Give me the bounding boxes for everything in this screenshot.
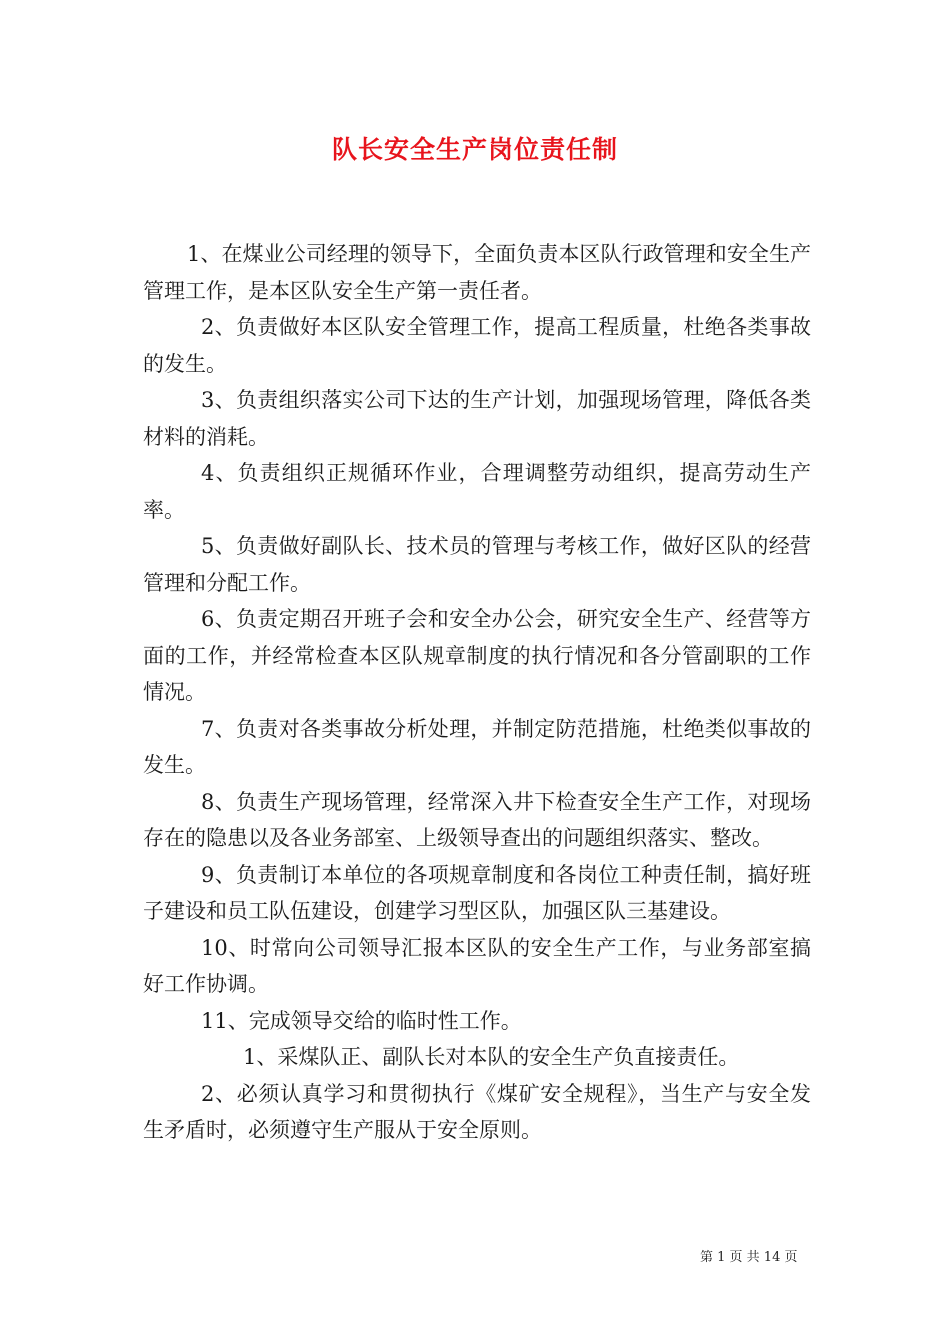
document-title: 队长安全生产岗位责任制 <box>331 135 618 164</box>
clause-1: 1、在煤业公司经理的领导下，全面负责本区队行政管理和安全生产管理工作，是本区队安全生产第一责任者。 <box>143 242 811 303</box>
clause-3: 3、负责组织落实公司下达的生产计划，加强现场管理，降低各类材料的消耗。 <box>143 388 811 449</box>
page-number: 第 1 页 共 14 页 <box>700 1250 798 1265</box>
clause-11: 11、完成领导交给的临时性工作。 <box>201 1008 522 1033</box>
rule-2: 2、必须认真学习和贯彻执行《煤矿安全规程》，当生产与安全发生矛盾时，必须遵守生产服从于安全原则。 <box>143 1081 811 1142</box>
clause-4: 4、负责组织正规循环作业，合理调整劳动组织，提高劳动生产率。 <box>143 461 811 522</box>
clause-9: 9、负责制订本单位的各项规章制度和各岗位工种责任制，搞好班子建设和员工队伍建设，创建学习型区队，加强区队三基建设。 <box>143 862 811 923</box>
clause-5: 5、负责做好副队长、技术员的管理与考核工作，做好区队的经营管理和分配工作。 <box>143 534 811 595</box>
rule-1: 1、采煤队正、副队长对本队的安全生产负直接责任。 <box>243 1045 740 1069</box>
clause-10: 10、时常向公司领导汇报本区队的安全生产工作，与业务部室搞好工作协调。 <box>143 935 811 996</box>
document-body <box>143 236 811 1149</box>
clause-8: 8、负责生产现场管理，经常深入井下检查安全生产工作，对现场存在的隐患以及各业务部室、上级领导查出的问题组织落实、整改。 <box>143 789 811 850</box>
clause-6: 6、负责定期召开班子会和安全办公会，研究安全生产、经营等方面的工作，并经常检查本区队规章制度的执行情况和各分管副职的工作情况。 <box>143 607 811 704</box>
clause-7: 7、负责对各类事故分析处理，并制定防范措施，杜绝类似事故的发生。 <box>143 716 811 777</box>
clause-2: 2、负责做好本区队安全管理工作，提高工程质量，杜绝各类事故的发生。 <box>143 315 811 376</box>
